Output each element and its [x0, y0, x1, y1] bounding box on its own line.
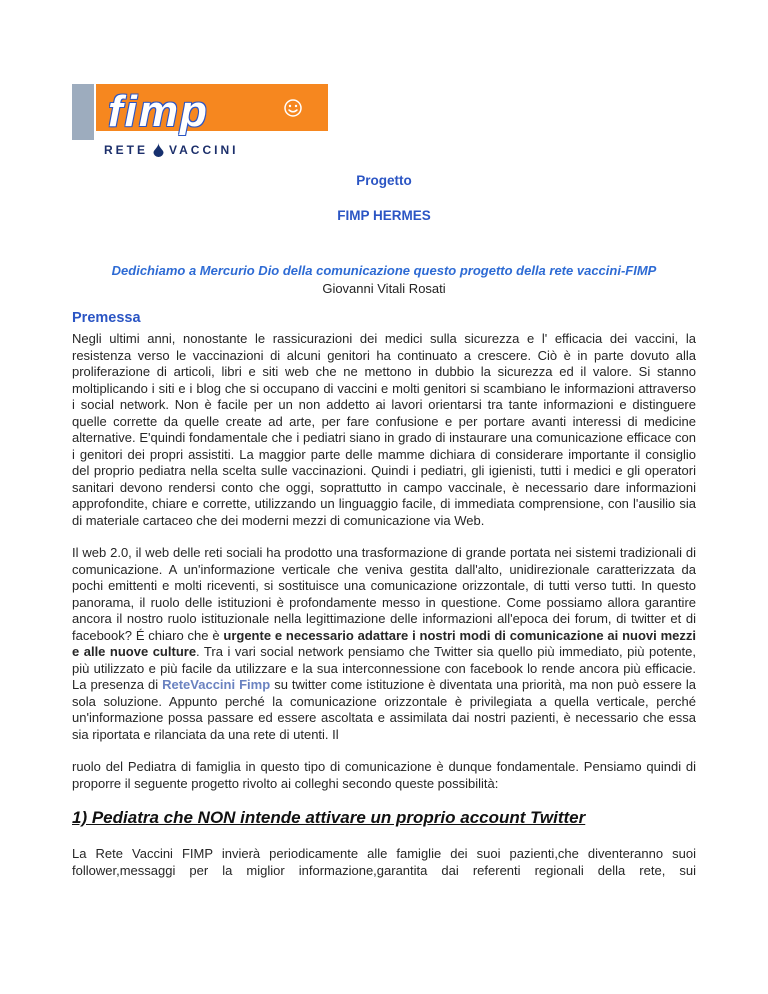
- project-name: FIMP HERMES: [337, 208, 431, 223]
- project-title: Progetto: [356, 173, 412, 188]
- paragraph-3: ruolo del Pediatra di famiglia in questo tipo di comunicazione è dunque fondamentale. Pensiamo quindi di proporre il seguente progetto rivolto ai colleghi secondo queste possibilità:: [72, 759, 696, 791]
- paragraph-1: Negli ultimi anni, nonostante le rassicurazioni dei medici sulla sicurezza e l' efficacia dei vaccini, la resistenza verso le vaccinazioni di alcuni genitori ha continuato a crescere. Ciò è in parte dovuto alla proliferazione di articoli, libri e siti web che ne mettono in dubbio la sicurezza ed il valore. Si stanno moltiplicando i siti e i blog che si occupano di vaccini e molti genitori si scambiano le informazioni attraverso i social network. Non è facile per un non addetto ai lavori orientarsi tra tante informazioni e distinguere quelle corrette da quelle create ad arte, per fare confusione e per portare avanti interessi di medicine alternative. E'quindi fondamentale che i pediatri siano in grado di instaurare una comunicazione efficace con i genitori dei propri assistiti. La maggior parte delle mamme dichiara di considerare importante il consiglio del proprio pediatra nella scelta sulle vaccinazioni. Quindi i pediatri, gli igienisti, tutti i medici e gli operatori sanitari devono rendersi conto che oggi, soprattutto in campo vaccinale, è necessario dare informazioni approfondite, chiare e corrette, utilizzando un linguaggio facile, di immediata comprensione, con l'ausilio sia di materiale cartaceo che dei moderni mezzi di comunicazione via Web.: [72, 331, 696, 528]
- smiley-icon: [284, 99, 302, 117]
- dedication-line: Dedichiamo a Mercurio Dio della comunicazione questo progetto della rete vaccini-FIMP: [111, 263, 657, 278]
- fimp-logo-banner: [72, 84, 328, 136]
- paragraph-2-part3: su twitter come istituzione è diventata una priorità, ma non può essere la sola soluzione. Appunto perché la comunicazione orizzontale è privilegiata a quella verticale, perché un'informazione possa passare ed essere ascoltata e assimilata dai nostri pazienti, è necessario che essa sia riportata e rilanciata da una rete di utenti. Il: [72, 677, 696, 742]
- retevaccini-fimp-label: ReteVaccini Fimp: [162, 677, 271, 692]
- drop-icon: [153, 143, 164, 157]
- fimp-logo-text: fimp: [108, 86, 209, 136]
- logo-caption: [72, 143, 328, 157]
- fimp-logo: [72, 84, 328, 157]
- logo-rete-text: RETE: [104, 143, 149, 157]
- paragraph-2: [72, 545, 696, 743]
- paragraph-4: La Rete Vaccini FIMP invierà periodicamente alle famiglie dei suoi pazienti,che diventeranno suoi follower,messaggi per la miglior informazione,garantita dai referenti regionali della rete, sui: [72, 846, 696, 878]
- section-heading-no-account: 1) Pediatra che NON intende attivare un proprio account Twitter: [72, 808, 586, 827]
- paragraph-2-bold-text: urgente e necessario adattare i nostri modi di comunicazione ai nuovi mezzi e alle nuove culture: [72, 627, 696, 659]
- paragraph-2-part1: Il web 2.0, il web delle reti sociali ha prodotto una trasformazione di grande portata nei sistemi tradizionali di comunicazione. A un'informazione verticale che veniva gestita dall'alto, unidirezionale caratterizzata da pochi emittenti e molti riceventi, si sostituisce una comunicazione orizzontale, di tutti verso tutti. In questo panorama, il ruolo delle istituzioni è profondamente messo in questione. Come possiamo allora garantire ancora il nostro ruolo istituzionale nella legittimazione delle informazioni all'epoca dei forum, di twitter et di facebook? É chiaro che è: [72, 545, 696, 643]
- paragraph-2-part2: . Tra i vari social network pensiamo che Twitter sia quello più immediato, più potente, più utilizzato e più facile da utilizzare e la sua interconnessione con facebook lo rende ancora più efficacie. La presenza di: [72, 644, 697, 692]
- logo-left-bar: [72, 84, 94, 140]
- logo-orange-box: [96, 84, 328, 136]
- section-title-premessa: Premessa: [72, 310, 141, 326]
- logo-vaccini-text: VACCINI: [169, 143, 239, 157]
- author-name: Giovanni Vitali Rosati: [322, 281, 446, 296]
